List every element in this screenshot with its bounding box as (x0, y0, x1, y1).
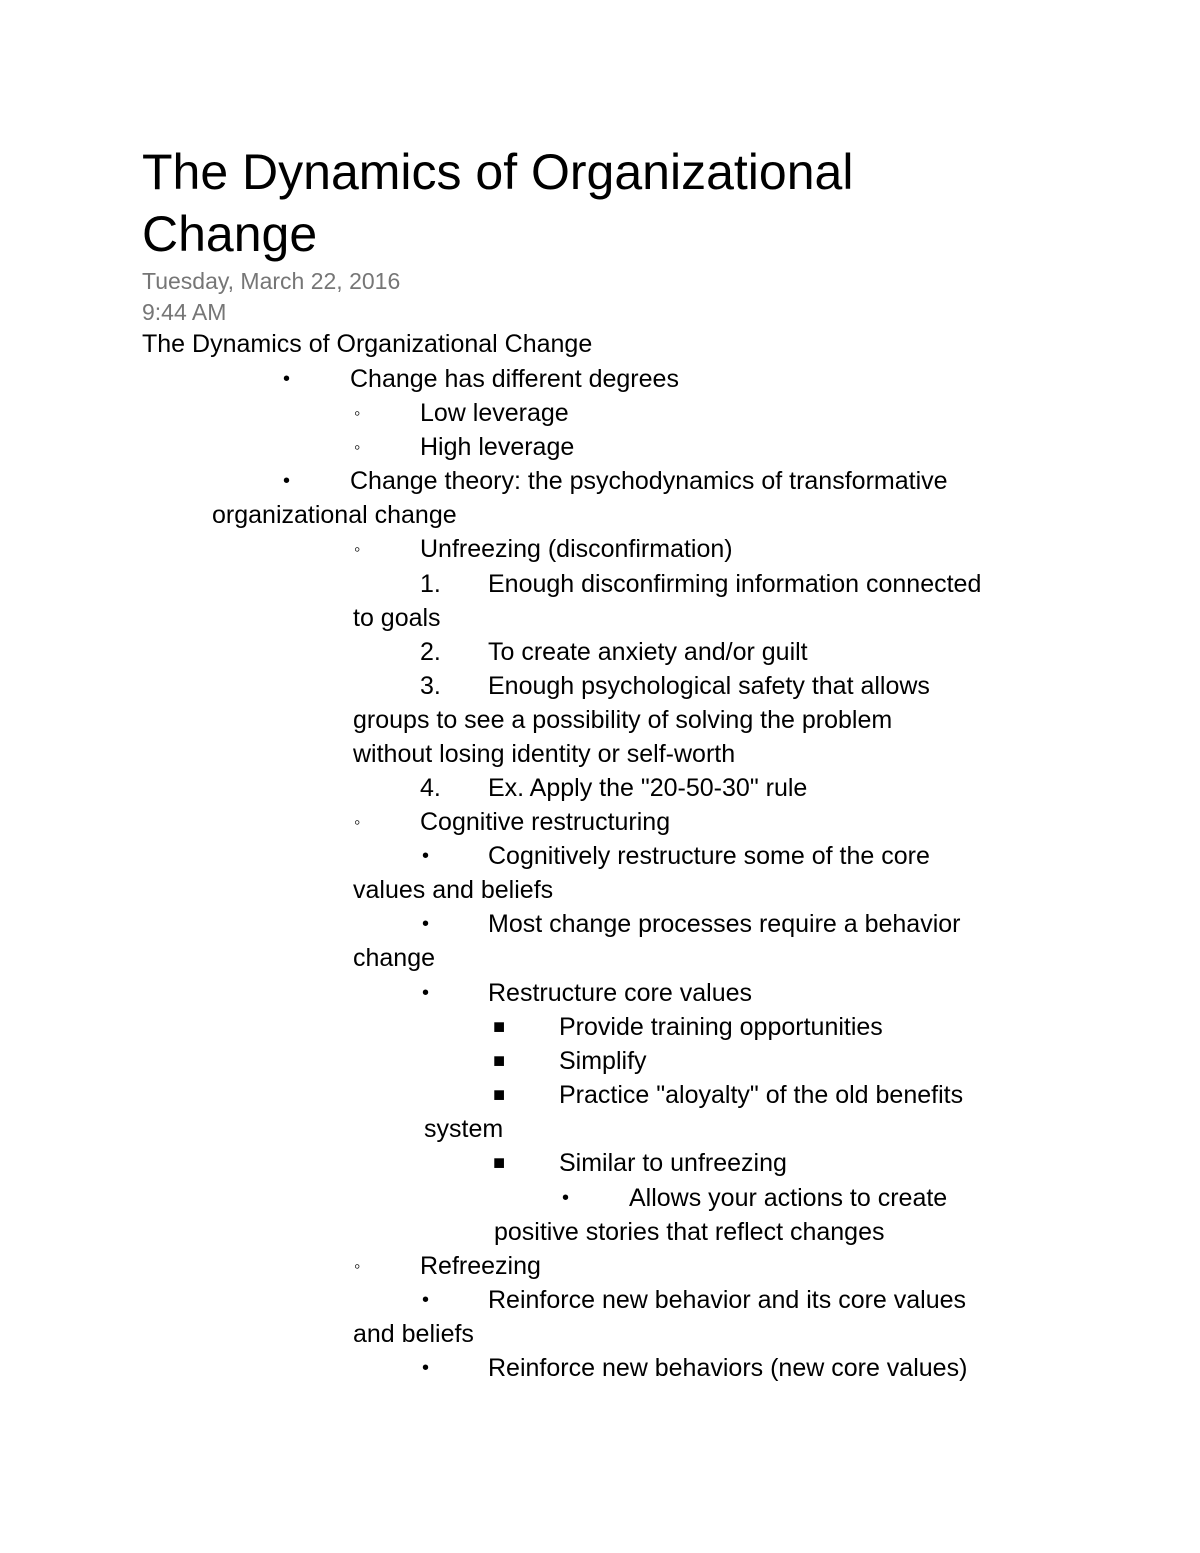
bullet-disc: • (283, 368, 291, 390)
outline-item: Enough disconfirming information connected (488, 570, 982, 598)
list-number: 2. (420, 638, 441, 666)
outline-item-continued: change (353, 944, 436, 972)
bullet-disc: • (562, 1187, 570, 1209)
note-date: Tuesday, March 22, 2016 (142, 268, 401, 294)
outline-item-continued: values and beliefs (353, 876, 554, 904)
outline-item: Low leverage (420, 399, 569, 427)
outline-item: Cognitive restructuring (420, 808, 671, 836)
outline-item: Cognitively restructure some of the core (488, 842, 930, 870)
outline-item: High leverage (420, 433, 575, 461)
bullet-disc: • (422, 913, 430, 935)
list-number: 3. (420, 672, 441, 700)
outline-item: Similar to unfreezing (559, 1149, 787, 1177)
outline-item-continued: system (424, 1115, 504, 1143)
bullet-square: ■ (493, 1016, 506, 1038)
bullet-circle: ◦ (354, 437, 361, 457)
bullet-square: ■ (493, 1152, 506, 1174)
bullet-circle: ◦ (354, 539, 361, 559)
outline-item: Change has different degrees (350, 365, 679, 393)
outline-item: To create anxiety and/or guilt (488, 638, 808, 666)
outline-item: Simplify (559, 1047, 647, 1075)
outline-item: Change theory: the psychodynamics of transformative (350, 467, 948, 495)
outline-item-continued: and beliefs (353, 1320, 474, 1348)
outline-item: Ex. Apply the "20-50-30" rule (488, 774, 808, 802)
outline-item: Refreezing (420, 1252, 541, 1280)
list-number: 4. (420, 774, 441, 802)
page-title: The Dynamics of Organizational Change (142, 144, 854, 262)
outline-item-continued: organizational change (212, 501, 457, 529)
outline-item: Enough psychological safety that allows (488, 672, 930, 700)
bullet-disc: • (422, 1357, 430, 1379)
outline-item-continued: groups to see a possibility of solving the problem (353, 706, 893, 734)
bullet-disc: • (422, 845, 430, 867)
outline-item: Practice "aloyalty" of the old benefits (559, 1081, 964, 1109)
outline-item: Allows your actions to create (629, 1184, 948, 1212)
outline-item: Unfreezing (disconfirmation) (420, 535, 733, 563)
list-number: 1. (420, 570, 441, 598)
note-time: 9:44 AM (142, 299, 227, 325)
bullet-circle: ◦ (354, 812, 361, 832)
outline-item-continued: without losing identity or self-worth (353, 740, 736, 768)
bullet-disc: • (422, 982, 430, 1004)
bullet-disc: • (283, 470, 291, 492)
bullet-square: ■ (493, 1084, 506, 1106)
outline-item-continued: positive stories that reflect changes (494, 1218, 885, 1246)
outline-item-continued: to goals (353, 604, 441, 632)
bullet-square: ■ (493, 1050, 506, 1072)
outline-item: Restructure core values (488, 979, 753, 1007)
bullet-circle: ◦ (354, 403, 361, 423)
outline-item: Reinforce new behavior and its core values (488, 1286, 967, 1314)
outline-item: Most change processes require a behavior (488, 910, 961, 938)
outline-item: Provide training opportunities (559, 1013, 883, 1041)
section-heading: The Dynamics of Organizational Change (142, 330, 593, 358)
outline-item: Reinforce new behaviors (new core values) (488, 1354, 968, 1382)
bullet-disc: • (422, 1289, 430, 1311)
bullet-circle: ◦ (354, 1256, 361, 1276)
